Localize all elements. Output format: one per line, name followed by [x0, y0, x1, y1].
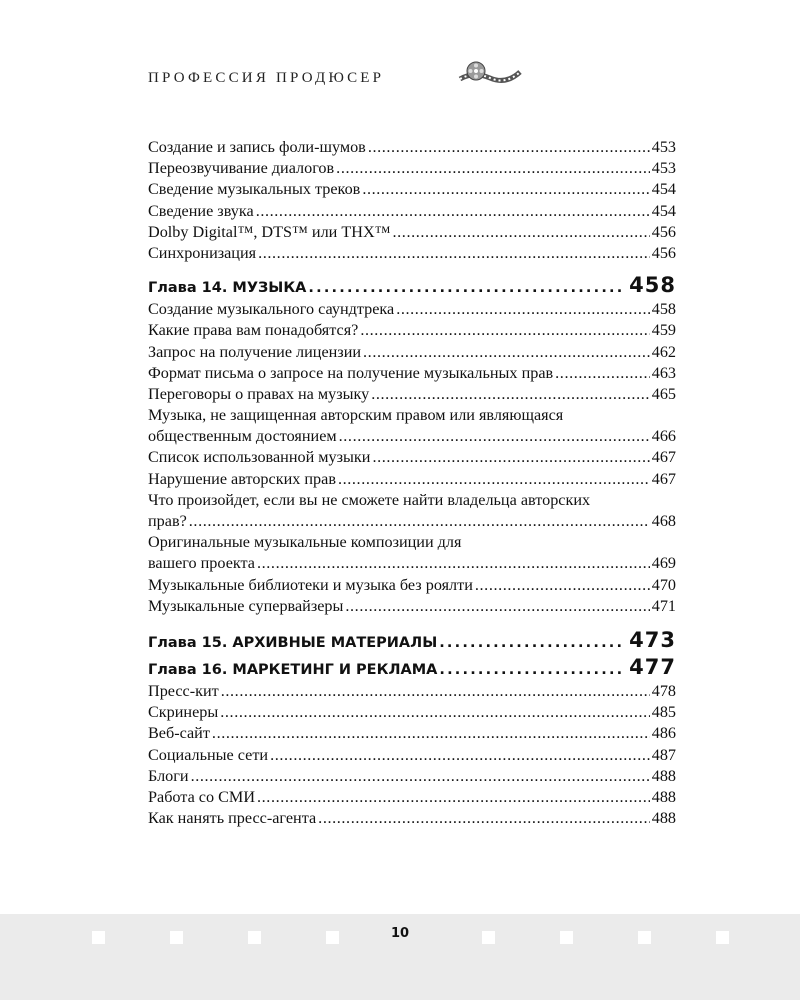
leader-dots	[372, 447, 649, 468]
entry-title: Запрос на получение лицензии	[148, 342, 362, 361]
leader-dots	[191, 766, 650, 787]
toc-entry-multiline[interactable]	[148, 532, 676, 574]
entry-title: Музыкальные библиотеки и музыка без роялти	[148, 575, 473, 594]
toc-entry[interactable]	[148, 243, 676, 264]
page-number: 10	[390, 926, 410, 941]
toc-entry[interactable]	[148, 342, 676, 363]
leader-dots	[258, 243, 650, 264]
leader-dots	[439, 630, 625, 657]
entry-title-line1: Оригинальные музыкальные композиции для	[148, 533, 462, 552]
entry-title: Работа со СМИ	[148, 787, 256, 806]
leader-dots	[363, 342, 650, 363]
entry-title: Dolby Digital™, DTS™ или THX™	[148, 222, 391, 241]
chapter-title: Глава 16. МАРКЕТИНГ И РЕКЛАМА	[148, 661, 438, 678]
film-reel-icon	[454, 60, 524, 91]
toc-entry[interactable]	[148, 179, 676, 200]
entry-title: Пресс-кит	[148, 681, 219, 700]
page-footer	[0, 914, 800, 1000]
entry-title: Создание музыкального саундтрека	[148, 300, 395, 319]
toc-entry[interactable]	[148, 681, 676, 702]
toc-entry[interactable]	[148, 596, 676, 617]
entry-title: Список использованной музыки	[148, 448, 371, 467]
entry-title-line2: прав?	[148, 512, 187, 530]
chapter-heading[interactable]	[148, 654, 676, 681]
entry-title: Блоги	[148, 766, 189, 785]
toc-entry[interactable]	[148, 299, 676, 320]
leader-dots	[555, 363, 650, 384]
toc-entry[interactable]	[148, 575, 676, 596]
entry-title: Синхронизация	[148, 243, 257, 262]
entry-title: Социальные сети	[148, 745, 269, 764]
leader-dots	[270, 745, 650, 766]
toc-entry-multiline[interactable]	[148, 490, 676, 532]
entry-page: 470	[651, 575, 676, 594]
entry-title: Переговоры о правах на музыку	[148, 384, 370, 403]
leader-dots	[393, 222, 650, 243]
entry-page: 453	[651, 159, 676, 178]
leader-dots	[396, 299, 650, 320]
toc-entry-multiline[interactable]	[148, 405, 676, 447]
entry-title: Создание и запись фоли-шумов	[148, 138, 366, 156]
leader-dots	[221, 681, 650, 702]
entry-title: Переозвучивание диалогов	[148, 159, 335, 178]
entry-page: 465	[651, 384, 676, 403]
leader-dots	[220, 702, 649, 723]
entry-page: 454	[651, 201, 676, 220]
leader-dots	[212, 723, 650, 744]
entry-page: 459	[651, 321, 676, 340]
entry-title: Сведение звука	[148, 201, 254, 220]
entry-title-line2: общественным достоянием	[148, 427, 337, 446]
leader-dots	[345, 596, 649, 617]
leader-dots	[318, 808, 650, 829]
chapter-title: Глава 15. АРХИВНЫЕ МАТЕРИАЛЫ	[148, 634, 438, 651]
chapter-heading[interactable]	[148, 272, 676, 299]
entry-page: 469	[651, 554, 676, 573]
leader-dots	[257, 553, 650, 574]
leader-dots	[368, 137, 650, 158]
leader-dots	[439, 657, 625, 684]
chapter-page: 473	[629, 627, 676, 652]
entry-page: 488	[651, 787, 676, 806]
entry-title: Веб-сайт	[148, 724, 210, 743]
toc-entry[interactable]	[148, 702, 676, 723]
leader-dots	[336, 158, 650, 179]
leader-dots	[256, 201, 650, 222]
leader-dots	[189, 511, 650, 532]
chapter-page: 458	[629, 273, 676, 298]
leader-dots	[360, 320, 649, 341]
running-header	[148, 66, 524, 91]
leader-dots	[371, 384, 650, 405]
toc-entry[interactable]	[148, 222, 676, 243]
entry-page: 458	[651, 300, 676, 319]
entry-page: 467	[651, 469, 676, 488]
entry-page: 478	[651, 681, 676, 700]
chapter-page: 477	[629, 654, 676, 679]
entry-page: 453	[651, 138, 676, 156]
entry-page: 471	[651, 596, 676, 615]
toc-group	[148, 137, 676, 264]
toc-entry[interactable]	[148, 320, 676, 341]
toc-entry[interactable]	[148, 363, 676, 384]
leader-dots	[475, 575, 650, 596]
entry-title-line1: Что произойдет, если вы не сможете найти владельца авторских	[148, 490, 591, 509]
chapter-title: Глава 14. МУЗЫКА	[148, 280, 307, 297]
entry-title: Формат письма о запросе на получение музыкальных прав	[148, 363, 554, 382]
toc-group	[148, 575, 676, 617]
entry-page: 456	[651, 222, 676, 241]
entry-title-line1: Музыка, не защищенная авторским правом или являющаяся	[148, 406, 564, 425]
entry-title: Какие права вам понадобятся?	[148, 321, 359, 340]
toc-group	[148, 681, 676, 829]
entry-page: 463	[651, 363, 676, 382]
toc-entry[interactable]	[148, 766, 676, 787]
leader-dots	[362, 179, 649, 200]
entry-page: 486	[651, 724, 676, 743]
toc-group	[148, 299, 676, 405]
toc-entry[interactable]	[148, 158, 676, 179]
toc-entry[interactable]	[148, 447, 676, 468]
entry-page: 467	[651, 448, 676, 467]
entry-title: Нарушение авторских прав	[148, 469, 336, 488]
entry-page: 466	[651, 427, 676, 446]
entry-page: 488	[651, 766, 676, 785]
toc-entry[interactable]	[148, 384, 676, 405]
entry-page: 485	[651, 703, 676, 722]
entry-page: 488	[651, 809, 676, 828]
leader-dots	[257, 787, 650, 808]
entry-title: Скринеры	[148, 703, 219, 722]
entry-title: Сведение музыкальных треков	[148, 180, 361, 199]
entry-page: 487	[651, 745, 676, 764]
entry-title-line2: вашего проекта	[148, 554, 255, 573]
toc-entry[interactable]	[148, 469, 676, 490]
chapter-heading[interactable]	[148, 627, 676, 654]
toc-group	[148, 447, 676, 489]
toc-entry[interactable]	[148, 201, 676, 222]
leader-dots	[339, 426, 650, 447]
book-title: ПРОФЕССИЯ ПРОДЮСЕР	[148, 70, 385, 86]
toc-entry[interactable]	[148, 723, 676, 744]
entry-title: Как нанять пресс-агента	[148, 809, 317, 828]
entry-page: 454	[651, 180, 676, 199]
entry-page: 462	[651, 342, 676, 361]
table-of-contents	[148, 137, 676, 829]
entry-page: 456	[651, 243, 676, 262]
toc-entry[interactable]	[148, 745, 676, 766]
toc-entry[interactable]	[148, 137, 676, 158]
entry-page: 468	[651, 512, 676, 530]
leader-dots	[308, 275, 625, 302]
toc-entry[interactable]	[148, 787, 676, 808]
entry-title: Музыкальные супервайзеры	[148, 596, 344, 615]
toc-entry[interactable]	[148, 808, 676, 829]
leader-dots	[338, 469, 650, 490]
